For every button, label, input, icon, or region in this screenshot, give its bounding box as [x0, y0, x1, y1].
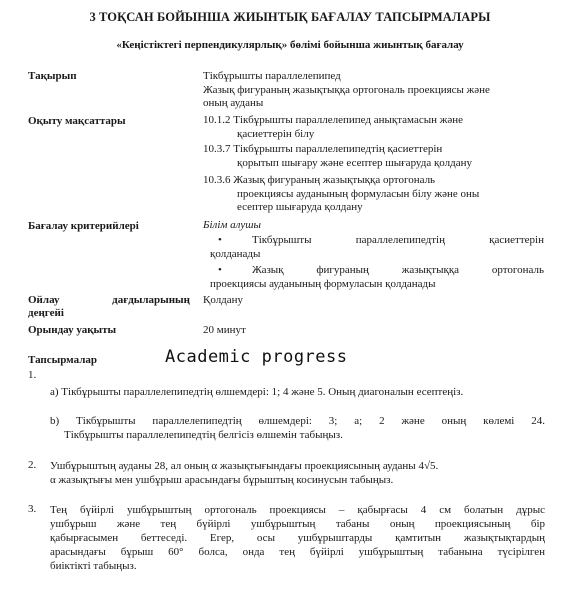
criteria-item — [210, 264, 544, 291]
task-1a: a) Тікбұрышты параллелепипедтің өлшемдері: 1; 4 және 5. Оның диагоналын есептеңіз. — [50, 386, 464, 398]
task-number: 3. — [28, 503, 37, 515]
bullet-icon: • — [218, 234, 222, 246]
criteria-label: Бағалау критерийлері — [28, 220, 139, 232]
goal-item — [203, 174, 543, 215]
criteria-line: Тікбұрышты параллелепипедтің қасиеттерін — [252, 234, 544, 246]
skills-label: деңгейі — [28, 307, 64, 319]
time-label: Орындау уақыты — [28, 324, 117, 336]
goal-line: қорытып шығару және есептер шығаруда қолдану — [237, 156, 473, 169]
topic-line: оның ауданы — [203, 97, 264, 109]
page-subtitle: «Кеңістіктегі перпендикулярлық» бөлімі бойынша жиынтық бағалау — [116, 39, 464, 51]
goal-item — [203, 114, 543, 141]
page-title: 3 ТОҚСАН БОЙЫНША ЖИЫНТЫҚ БАҒАЛАУ ТАПСЫРМАЛАРЫ — [89, 10, 491, 24]
task-number: 1. — [28, 369, 37, 381]
topic-line: Тікбұрышты параллелепипед — [203, 70, 341, 82]
goal-line: 10.3.6 Жазық фигураның жазықтыққа ортогональ — [203, 174, 436, 186]
task-line: Ушбұрыштың ауданы 28, ал оның α жазықтығындағы проекциясының ауданы 4√5. — [50, 460, 439, 472]
criteria-line: Жазық фигураның жазықтыққа ортогональ — [252, 264, 544, 276]
topic-label: Тақырып — [28, 70, 77, 82]
task-number: 2. — [28, 459, 37, 471]
task-line: қабырғасымен беттеседі. Егер, осы ушбұрыштарды қамтитын жазықтықтардың — [50, 532, 545, 544]
skills-value: Қолдану — [203, 294, 244, 306]
task-3 — [50, 503, 545, 573]
time-value: 20 минут — [203, 324, 246, 336]
task-line: биіктікті табыңыз. — [50, 560, 137, 572]
topic-line: Жазық фигураның жазықтыққа ортогональ проекциясы және — [203, 83, 490, 96]
goals-label: Оқыту мақсаттары — [28, 115, 126, 127]
task-1b — [50, 414, 545, 442]
goal-line: проекциясы ауданының формуласын білу және оны — [237, 187, 480, 200]
goal-line: есептер шығаруда қолдану — [237, 201, 363, 213]
criteria-intro: Білім алушы — [203, 219, 261, 231]
bullet-icon: • — [218, 264, 222, 276]
goal-line: 10.3.7 Тікбұрышты параллелепипедтің қасиеттерін — [203, 143, 443, 155]
tasks-label: Тапсырмалар — [28, 354, 97, 366]
topic-value — [203, 70, 553, 111]
task-line: ушбұрыш және тең бүйірлі ушбұрыштың табаны оның проекциясының бір — [50, 518, 545, 530]
goal-line: қасиеттерін білу — [237, 127, 315, 140]
skills-label: Ойлау дағдыларының — [28, 294, 190, 306]
task-line: Тікбұрышты параллелепипедтің белгісіз өлшемін табыңыз. — [64, 429, 343, 441]
academic-progress-overlay: Academic progress — [165, 347, 348, 367]
goal-line: 10.1.2 Тікбұрышты параллелепипед анықтамасын және — [203, 114, 463, 126]
task-line: b) Тікбұрышты параллелепипедтің өлшемдері: 3; а; 2 және оның көлемі 24. — [50, 415, 545, 427]
task-line: Тең бүйірлі ушбұрыштың ортогональ проекциясы – қабырғасы 4 см болатын дұрыс — [50, 504, 545, 516]
task-2 — [50, 459, 545, 487]
criteria-line: қолданады — [210, 247, 261, 260]
goal-item — [203, 143, 543, 170]
criteria-line: проекциясы ауданының формуласын қолданады — [210, 277, 436, 290]
task-line: арасындағы бұрыш 60° болса, онда тең бүйірлі ушбұрыштың табанына түсірілген — [50, 546, 545, 558]
task-line: α жазықтығы мен ушбұрыш арасындағы бұрыштың косинусын табыңыз. — [50, 474, 394, 486]
criteria-item — [210, 234, 544, 261]
